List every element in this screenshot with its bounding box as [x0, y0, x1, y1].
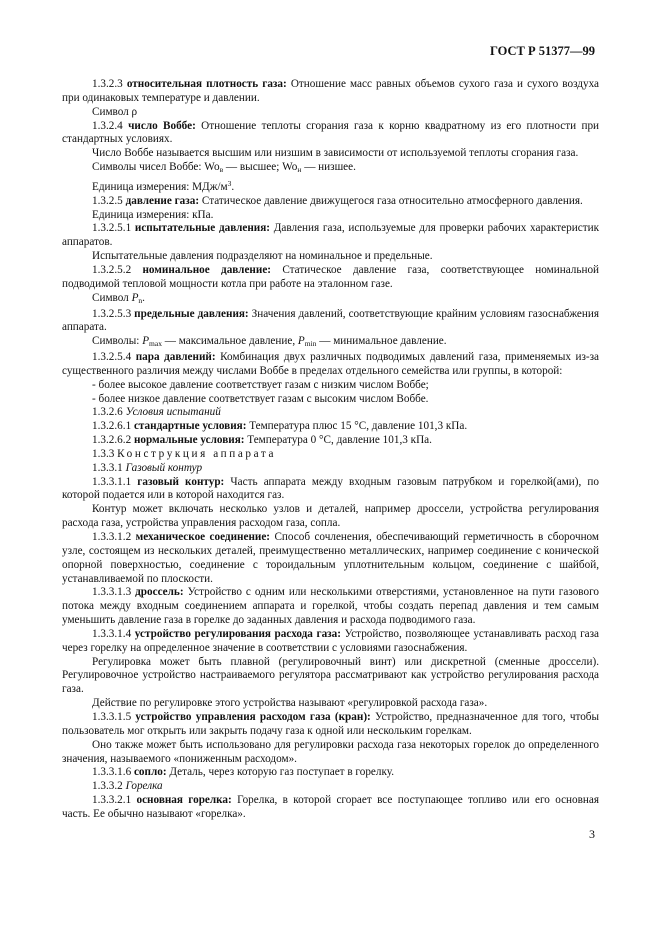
term: устройство регулирования расхода газа:	[134, 627, 341, 640]
clause-1-3-3-1-5	[62, 711, 599, 739]
term: газовый контур:	[137, 475, 225, 488]
clause-1-3-2-5-3	[62, 308, 599, 336]
section-1-3-2-6	[62, 406, 599, 420]
clause-number: 1.3.3.1.6	[92, 766, 132, 779]
clause-number: 1.3.2.5.1	[92, 222, 132, 235]
paragraph: Действие по регулировке этого устройства называют «регулировкой расхода газа».	[92, 697, 488, 710]
definition: Температура плюс 15 °С, давление 101,3 кПа.	[249, 420, 468, 433]
clause-number: 1.3.3.1.2	[92, 531, 132, 543]
section-title: Газовый контур	[125, 461, 203, 474]
definition: Давления газа, используемые для проверки рабочих характеристик аппаратов.	[62, 222, 600, 249]
clause-1-3-2-5-1	[62, 222, 599, 250]
term: нормальные условия:	[133, 434, 245, 447]
clause-1-3-3-1-4	[62, 628, 599, 656]
list-item: - более высокое давление соответствует газам с низким числом Воббе;	[92, 378, 429, 391]
clause-1-3-3-1-3	[62, 586, 599, 628]
page-header-standard: ГОСТ Р 51377—99	[489, 44, 595, 58]
unit-line	[62, 177, 599, 195]
clause-1-3-2-5	[62, 195, 599, 209]
clause-1-3-2-5-2	[62, 264, 599, 292]
text: Символы:	[92, 335, 143, 348]
definition: Устройство, позволяющее устанавливать расход газа через горелку на определенное значение в соответствии с условиями газоснабжения.	[62, 627, 600, 654]
definition: Комбинация двух различных подводимых давлений газа, применяемых из-за существенного различия между числами Воббе в пределах отдельного семейства или группы, в которой:	[62, 351, 600, 377]
superscript: 3	[227, 178, 232, 188]
section-1-3-3	[62, 448, 599, 462]
text: — минимальное давление.	[316, 335, 447, 348]
symbol-line: Символ ρ	[92, 105, 138, 118]
term: предельные давления:	[134, 307, 249, 320]
clause-1-3-3-1-1	[62, 476, 599, 504]
clause-number: 1.3.3.1.4	[92, 627, 132, 640]
term: дроссель:	[135, 586, 184, 599]
text: .	[142, 291, 145, 304]
section-title: Условия испытаний	[125, 406, 221, 419]
definition: Горелка, в которой сгорает все поступающее топливо или его основная часть. Ее обычно называют «горелка».	[62, 794, 599, 820]
clause-number: 1.3.3.1.1	[92, 475, 132, 488]
clause-number: 1.3.3.1.5	[92, 710, 132, 723]
clause-number: 1.3.2.5.4	[92, 351, 132, 364]
clause-1-3-3-1-6	[62, 766, 599, 780]
subscript: max	[149, 339, 162, 349]
clause-number: 1.3.2.5.3	[92, 307, 132, 320]
paragraph: Контур может включать несколько узлов и деталей, например дроссели, устройства регулирования расхода газа, устройства управления расходом газа, сопла.	[62, 503, 599, 530]
clause-number: 1.3.2.6	[92, 406, 123, 419]
clause-number: 1.3.2.4	[92, 119, 123, 132]
subscript: n	[138, 295, 143, 305]
section-1-3-3-2	[62, 780, 599, 794]
term: относительная плотность газа:	[126, 78, 287, 90]
symbol-line	[62, 335, 599, 351]
clause-number: 1.3.2.5	[92, 194, 123, 207]
term: испытательные давления:	[134, 222, 271, 235]
term: основная горелка:	[136, 794, 232, 807]
clause-1-3-2-4	[62, 120, 599, 148]
paragraph: Число Воббе называется высшим или низшим в зависимости от используемой теплоты сгорания газа.	[92, 147, 579, 160]
definition: Отношение теплоты сгорания газа к корню квадратному из его плотности при стандартных условиях.	[62, 119, 600, 146]
definition: Статическое давление газа, соответствующее номинальной подводимой тепловой мощности котла при работе на эталонном газе.	[62, 263, 600, 290]
list-item: - более низкое давление соответствует газам с высоким числом Воббе.	[92, 392, 429, 405]
text: — максимальное давление,	[161, 335, 298, 348]
text: — высшее; Wo	[223, 161, 298, 174]
clause-number: 1.3.3	[92, 447, 115, 460]
document-body	[62, 78, 599, 822]
text: Единица измерения: МДж/м	[92, 180, 228, 193]
term: число Воббе:	[128, 119, 196, 132]
clause-1-3-3-1-2	[62, 531, 599, 586]
text: Символ	[92, 291, 132, 304]
definition: Устройство, предназначенное для того, чтобы пользователь мог открыть или закрыть подачу газа к одной или нескольким горелкам.	[62, 710, 599, 737]
definition: Температура 0 °С, давление 101,3 кПа.	[247, 434, 432, 447]
term: пара давлений:	[135, 351, 216, 364]
symbol: P	[297, 335, 305, 348]
symbol: P	[131, 291, 139, 304]
term: устройство управления расходом газа (кран):	[135, 710, 371, 723]
definition: Отношение масс равных объемов сухого газа и сухого воздуха при одинаковых температуре и давлении.	[62, 78, 599, 104]
clause-number: 1.3.3.1	[92, 461, 123, 474]
clause-number: 1.3.2.6.2	[92, 434, 132, 447]
clause-1-3-2-6-2	[62, 434, 599, 448]
clause-number: 1.3.3.2.1	[92, 794, 132, 807]
definition: Часть аппарата между входным газовым патрубком и горелкой(ами), по которой подается или в которой находится газ.	[62, 475, 599, 502]
definition: Статическое давление движущегося газа относительно атмосферного давления.	[201, 194, 583, 207]
clause-1-3-3-2-1	[62, 794, 599, 822]
clause-number: 1.3.2.3	[92, 78, 123, 90]
definition: Устройство с одним или несколькими отверстиями, установленное на пути газового потока между входным соединением аппарата и горелкой, чтобы создать перепад давления и тем самым уменьшить давление газа в горелке до заданных давления и расхода подводимого газа.	[62, 586, 600, 627]
clause-1-3-2-6-1	[62, 420, 599, 434]
unit-line: Единица измерения: кПа.	[92, 208, 214, 221]
subscript: н	[297, 165, 302, 175]
term: стандартные условия:	[133, 420, 247, 433]
clause-number: 1.3.3.2	[92, 780, 123, 793]
page-number: 3	[589, 827, 595, 841]
clause-number: 1.3.2.5.2	[92, 263, 132, 276]
clause-1-3-2-5-4	[62, 351, 599, 379]
text: Символы чисел Воббе: Wo	[92, 161, 220, 174]
text: .	[231, 180, 235, 193]
clause-1-3-2-3	[62, 78, 599, 106]
subscript: min	[304, 339, 317, 349]
definition: Значения давлений, соответствующие крайним условиям газоснабжения аппарата.	[62, 307, 600, 334]
term: механическое соединение:	[135, 531, 271, 543]
wobbe-symbols-line	[62, 161, 599, 177]
paragraph: Регулировка может быть плавной (регулировочный винт) или дискретной (сменные дроссели). Регулировочное устройство настраиваемого регулятора рассматривают как устройство регулирования расхода газа.	[62, 655, 599, 696]
section-title: Конструкция аппарата	[117, 447, 277, 460]
section-title: Горелка	[125, 780, 163, 793]
definition: Способ сочленения, обеспечивающий герметичность в сборочном узле, состоящем из нескольких деталей, преимущественно металлических, например соединение с конической опорной поверхностью, соединение с тороидальным уплотнительным кольцом, соединение с шайбой, устанавливаемой по плоскости.	[62, 531, 600, 585]
clause-number: 1.3.2.6.1	[92, 420, 132, 433]
term: давление газа:	[125, 194, 200, 207]
paragraph: Оно также может быть использовано для регулировки расхода газа некоторых горелок до определенного значения, называемого «пониженным расходом».	[62, 738, 599, 765]
subscript: в	[219, 165, 224, 175]
symbol: P	[142, 335, 150, 348]
paragraph: Испытательные давления подразделяют на номинальное и предельные.	[92, 250, 433, 263]
term: номинальное давление:	[142, 263, 272, 276]
text: — низшее.	[301, 161, 356, 174]
clause-number: 1.3.3.1.3	[92, 586, 132, 599]
definition: Деталь, через которую газ поступает в горелку.	[169, 766, 395, 779]
symbol-line	[62, 292, 599, 308]
term: сопло:	[133, 766, 167, 779]
section-1-3-3-1	[62, 462, 599, 476]
